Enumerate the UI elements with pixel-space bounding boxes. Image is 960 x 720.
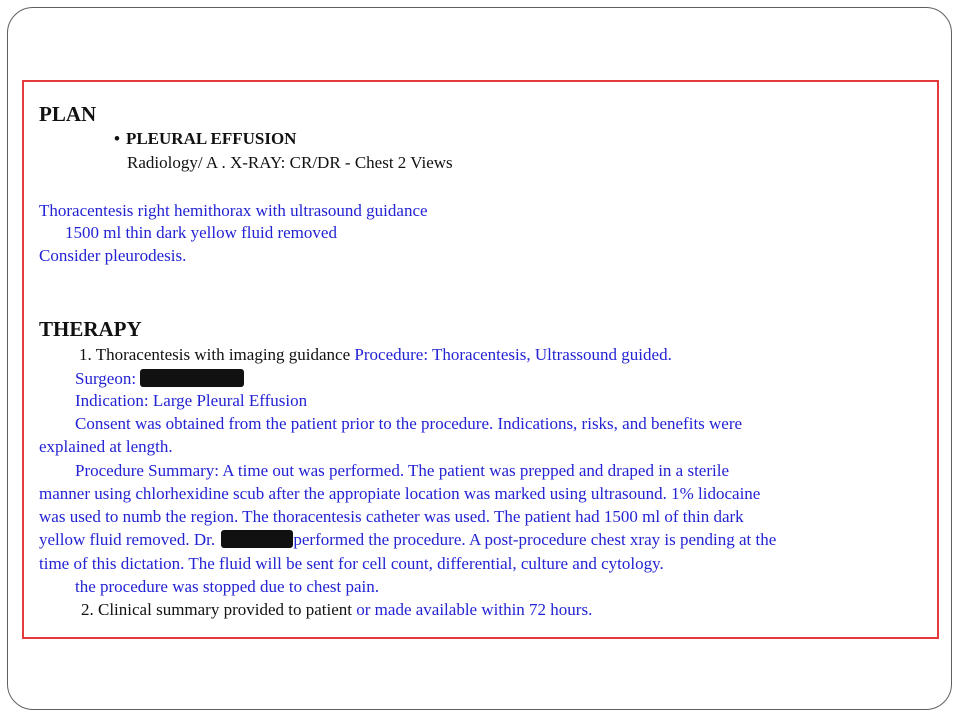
summary-line-5: time of this dictation. The fluid will be sent for cell count, differential, culture and cytology. bbox=[39, 554, 664, 573]
indication-line: Indication: Large Pleural Effusion bbox=[75, 391, 308, 410]
summary-line-1: Procedure Summary: A time out was performed. The patient was prepped and draped in a sterile bbox=[75, 461, 729, 480]
redaction-bar bbox=[140, 369, 244, 387]
therapy-item-2-text: 2. Clinical summary provided to patient bbox=[81, 600, 353, 619]
document-box bbox=[22, 80, 939, 639]
summary-line-3: was used to numb the region. The thoracentesis catheter was used. The patient had 1500 ml of thin dark bbox=[39, 507, 744, 526]
plan-line-3: Consider pleurodesis. bbox=[39, 246, 187, 265]
surgeon-line bbox=[75, 369, 244, 389]
summary-line-4 bbox=[39, 530, 776, 550]
radiology-line: Radiology/ A . X-RAY: CR/DR - Chest 2 Views bbox=[127, 153, 453, 172]
therapy-item-1-text: 1. Thoracentesis with imaging guidance bbox=[79, 345, 351, 364]
bullet-icon: • bbox=[114, 129, 120, 148]
summary-line-4-b: performed the procedure. A post-procedure chest xray is pending at the bbox=[293, 530, 777, 549]
therapy-item-2-availability: or made available within 72 hours. bbox=[356, 600, 593, 619]
therapy-item-1 bbox=[79, 345, 672, 365]
therapy-heading: THERAPY bbox=[39, 317, 142, 341]
plan-line-1: Thoracentesis right hemithorax with ultrasound guidance bbox=[39, 201, 428, 220]
summary-line-2: manner using chlorhexidine scub after the appropiate location was marked using ultrasound. 1% lidocaine bbox=[39, 484, 761, 503]
redaction-bar bbox=[221, 530, 293, 548]
consent-line-1: Consent was obtained from the patient prior to the procedure. Indications, risks, and benefits were bbox=[75, 414, 743, 433]
surgeon-label: Surgeon: bbox=[75, 369, 137, 388]
plan-line-2: 1500 ml thin dark yellow fluid removed bbox=[65, 223, 337, 242]
plan-item-title: PLEURAL EFFUSION bbox=[125, 129, 297, 148]
stopped-line: the procedure was stopped due to chest pain. bbox=[75, 577, 380, 596]
therapy-item-1-procedure: Procedure: Thoracentesis, Ultrassound guided. bbox=[354, 345, 672, 364]
consent-line-2: explained at length. bbox=[39, 437, 173, 456]
plan-heading: PLAN bbox=[39, 102, 97, 126]
summary-line-4-a: yellow fluid removed. Dr. bbox=[39, 530, 216, 549]
plan-item bbox=[114, 129, 296, 149]
therapy-item-2 bbox=[81, 600, 592, 620]
